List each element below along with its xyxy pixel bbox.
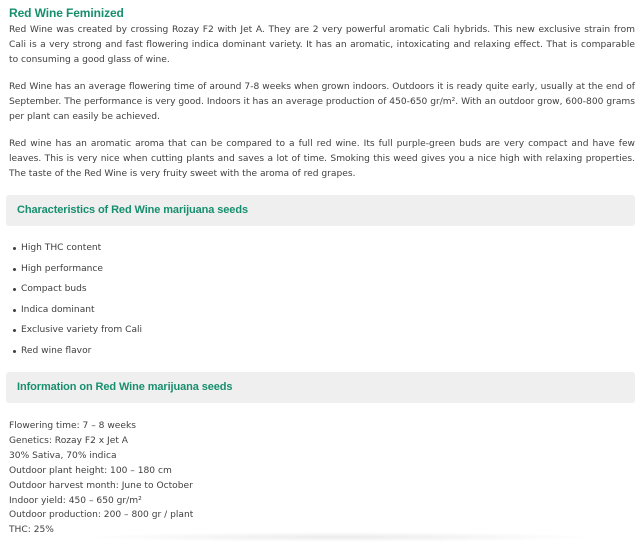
list-item: Indica dominant [9, 303, 142, 324]
information-list [9, 419, 193, 538]
info-line: Genetics: Rozay F2 x Jet A [9, 435, 129, 446]
info-line: Outdoor production: 200 – 800 gr / plant [9, 510, 194, 521]
list-item: High performance [9, 262, 142, 283]
list-item: Compact buds [9, 282, 142, 303]
info-line: 30% Sativa, 70% indica [9, 450, 117, 461]
section-heading: Information on Red Wine marijuana seeds [17, 381, 233, 393]
info-line: THC: 25% [9, 525, 54, 536]
info-line: Indoor yield: 450 – 650 gr/m² [9, 495, 142, 506]
page-title: Red Wine Feminized [9, 6, 124, 20]
info-line: Outdoor harvest month: June to October [9, 480, 193, 491]
bottom-shadow [80, 532, 600, 542]
information-section-header [6, 372, 635, 403]
list-item: High THC content [9, 241, 142, 262]
description-paragraph: Red wine has an aromatic aroma that can be compared to a full red wine. Its full purple-green buds are very compact and have few leaves. This is very nice when cutting plants and saves a lot of time. Smoking this weed gives you a nice high with relaxing properties. The taste of the Red Wine is very fruity sweet with the aroma of red grapes. [9, 139, 635, 180]
info-line: Outdoor plant height: 100 – 180 cm [9, 465, 172, 476]
characteristics-list [9, 241, 142, 364]
info-line: Flowering time: 7 – 8 weeks [9, 421, 136, 431]
list-item: Exclusive variety from Cali [9, 323, 142, 344]
characteristics-section-header [6, 195, 635, 226]
list-item: Red wine flavor [9, 344, 142, 365]
section-heading: Characteristics of Red Wine marijuana seeds [17, 204, 248, 216]
description-paragraph: Red Wine was created by crossing Rozay F2 with Jet A. They are 2 very powerful aromatic Cali hybrids. This new exclusive strain from Cali is a very strong and fast flowering indica dominant variety. It has an aromatic, intoxicating and relaxing effect. That is comparable to consuming a good glass of wine. [9, 25, 635, 66]
description-paragraph: Red Wine has an average flowering time of around 7-8 weeks when grown indoors. Outdoors it is ready quite early, usually at the end of September. The performance is very good. Indoors it has an average production of 450-650 gr/m². With an outdoor grow, 600-800 grams per plant can easily be achieved. [9, 82, 635, 123]
